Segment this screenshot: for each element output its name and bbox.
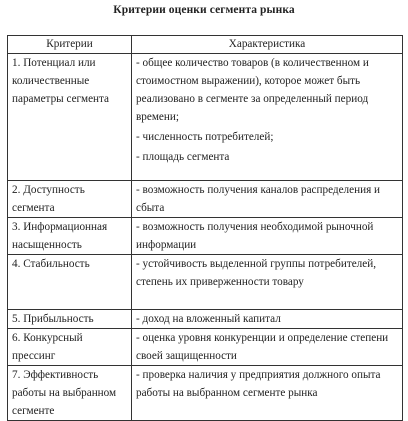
characteristic-item: - доход на вложенный капитал: [136, 313, 281, 325]
characteristic-item: - возможность получения каналов распределения и сбыта: [136, 184, 381, 214]
header-criteria: Критерии: [8, 36, 132, 54]
criterion-cell: [8, 255, 132, 310]
characteristic-item: - численность потребителей;: [136, 131, 274, 143]
table-row: [8, 255, 403, 310]
header-characteristic: Характеристика: [132, 36, 403, 54]
criterion-text: 7. Эффективность работы на выбранном сегменте: [12, 369, 117, 417]
characteristic-item: - площадь сегмента: [136, 151, 230, 163]
criterion-cell: [8, 218, 132, 255]
characteristic-item: - возможность получения необходимой рыночной информации: [136, 221, 374, 251]
characteristic-cell: [132, 218, 403, 255]
table-row: [8, 310, 403, 329]
table-header-row: [8, 36, 403, 54]
criterion-text: 5. Прибыльность: [12, 313, 94, 325]
criterion-cell: [8, 329, 132, 366]
characteristic-item: - проверка наличия у предприятия должного опыта работы на выбранном сегменте рынка: [136, 369, 381, 399]
table-row: [8, 329, 403, 366]
characteristic-cell: [132, 181, 403, 218]
criterion-text: 3. Информационная насыщенность: [12, 221, 108, 251]
criterion-cell: [8, 181, 132, 218]
table-row: [8, 54, 403, 181]
characteristic-cell: [132, 255, 403, 310]
table-row: [8, 366, 403, 421]
criterion-text: 1. Потенциал или количественные параметры сегмента: [12, 57, 110, 105]
criterion-cell: [8, 54, 132, 181]
document-title: Критерии оценки сегмента рынка: [113, 4, 295, 16]
criterion-cell: [8, 366, 132, 421]
characteristic-item: - оценка уровня конкуренции и определение степени своей защищенности: [136, 332, 389, 362]
table-row: [8, 181, 403, 218]
characteristic-cell: [132, 366, 403, 421]
characteristic-item: - устойчивость выделенной группы потребителей, степень их приверженности товару: [136, 258, 377, 288]
characteristic-cell: [132, 310, 403, 329]
criteria-table: [7, 35, 403, 421]
criterion-text: 6. Конкурсный прессинг: [12, 332, 83, 362]
criterion-text: 2. Доступность сегмента: [12, 184, 85, 214]
criterion-cell: [8, 310, 132, 329]
characteristic-cell: [132, 329, 403, 366]
table-row: [8, 218, 403, 255]
characteristic-cell: [132, 54, 403, 181]
criterion-text: 4. Стабильность: [12, 258, 90, 270]
characteristic-item: - общее количество товаров (в количественном и стоимостном выражении), которое может быть реализовано в сегменте за определенный период времени;: [136, 57, 369, 123]
